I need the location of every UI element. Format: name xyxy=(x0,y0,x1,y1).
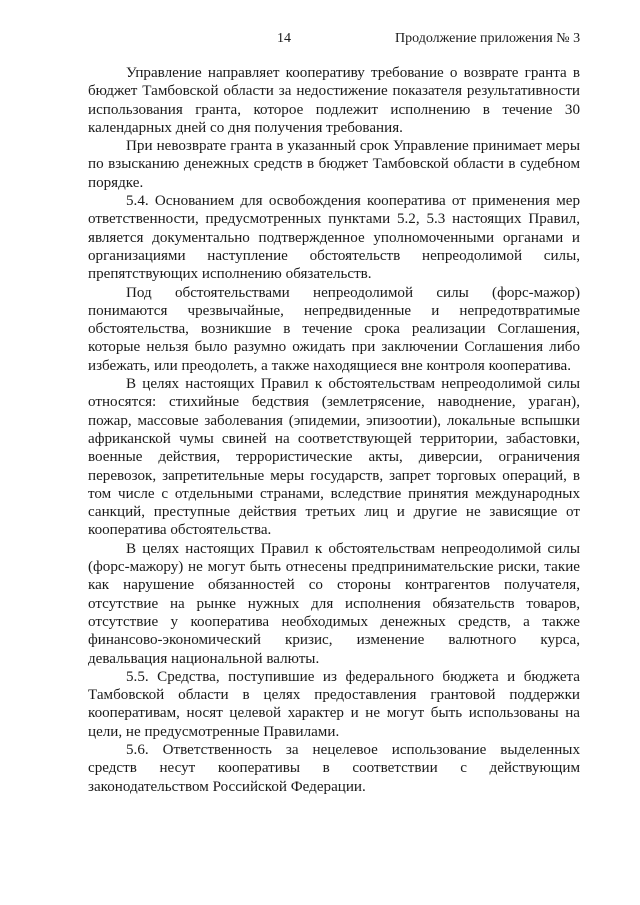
document-body xyxy=(88,64,580,796)
paragraph-force-majeure-exclusions: В целях настоящих Правил к обстоятельствам непреодолимой силы (форс-мажору) не могут быть отнесены предпринимательские риски, такие как нарушение обязанностей со стороны контрагентов получателя, отсутствие на рынке нужных для исполнения обязательств товаров, отсутствие у кооператива необходимых денежных средств, а также финансово-экономический кризис, изменение валютного курса, девальвация национальной валюты. xyxy=(88,540,580,667)
paragraph-force-majeure-definition: Под обстоятельствами непреодолимой силы (форс-мажор) понимаются чрезвычайные, непредвиденные и непредотвратимые обстоятельства, возникшие в течение срока реализации Соглашения, которые нельзя было разумно ожидать при заключении Соглашения либо избежать, или преодолеть, а также находящиеся вне контроля кооператива. xyxy=(88,284,580,374)
page-number: 14 xyxy=(277,31,291,46)
paragraph-force-majeure-list: В целях настоящих Правил к обстоятельствам непреодолимой силы относятся: стихийные бедствия (землетрясение, наводнение, ураган), пожар, массовые заболевания (эпидемии, эпизоотии), локальные вспышки африканской чумы свиней на соответствующей территории, забастовки, военные действия, террористические акты, диверсии, ограничения перевозок, запретительные меры государств, запрет торговых операций, в том числе с отдельными странами, вследствие принятия международных санкций, преступные действия третьих лиц и другие не зависящие от кооператива обстоятельства. xyxy=(88,376,580,539)
paragraph-clause-5-6: 5.6. Ответственность за нецелевое использование выделенных средств несут кооперативы в соответствии с действующим законодательством Российской Федерации. xyxy=(88,741,580,795)
paragraph-clause-5-4: 5.4. Основанием для освобождения кооператива от применения мер ответственности, предусмотренных пунктами 5.2, 5.3 настоящих Правил, является документально подтвержденное уполномоченными органами и организациями наступление обстоятельств непреодолимой силы, препятствующих исполнению обязательств. xyxy=(88,193,580,283)
paragraph-recovery-measures: При невозврате гранта в указанный срок Управление принимает меры по взысканию денежных средств в бюджет Тамбовской области в судебном порядке. xyxy=(88,138,580,191)
paragraph-clause-5-5: 5.5. Средства, поступившие из федерального бюджета и бюджета Тамбовской области в целях предоставления грантовой поддержки кооперативам, носят целевой характер и не могут быть использованы на цели, не предусмотренные Правилами. xyxy=(88,668,580,740)
running-header: Продолжение приложения № 3 xyxy=(395,31,581,46)
paragraph-grant-return-demand: Управление направляет кооперативу требование о возврате гранта в бюджет Тамбовской области за недостижение показателя результативности использования гранта, которое подлежит исполнению в течение 30 календарных дней со дня получения требования. xyxy=(88,65,580,136)
